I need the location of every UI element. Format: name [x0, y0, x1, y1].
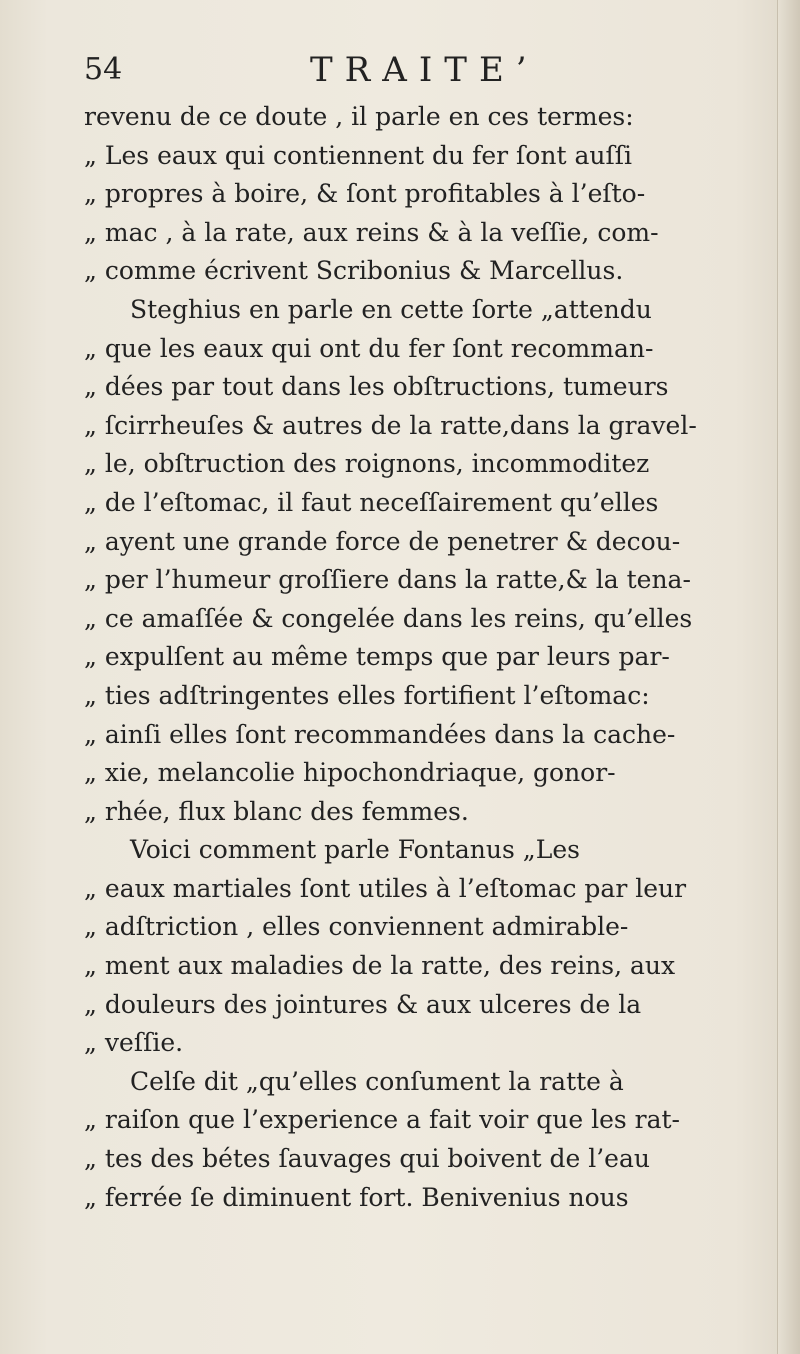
- text-line: „ adſtriction , elles conviennent admirable-: [84, 912, 629, 942]
- text-line: revenu de ce doute , il parle en ces termes:: [84, 102, 634, 131]
- body-text: [84, 98, 774, 1217]
- text-line: „ veſſie.: [84, 1028, 184, 1058]
- text-line: „ ment aux maladies de la ratte, des reins, aux: [84, 951, 676, 981]
- running-title: TRAITE’: [310, 50, 539, 90]
- text-line: „ tes des bétes ſauvages qui boivent de l’eau: [84, 1144, 650, 1174]
- text-line: „ ainſi elles ſont recommandées dans la cache-: [84, 719, 676, 749]
- text-line: „ comme écrivent Scribonius & Marcellus.: [84, 256, 624, 286]
- text-line: „ ties adſtringentes elles fortifient l’eſtomac:: [84, 680, 650, 710]
- page-header: [84, 42, 774, 98]
- text-line: „ per l’humeur groſſiere dans la ratte,& la tena-: [84, 565, 691, 595]
- page-number: 54: [84, 52, 123, 87]
- text-line: „ mac , à la rate, aux reins & à la veſſie, com-: [84, 217, 659, 247]
- text-line: „ douleurs des jointures & aux ulceres de la: [84, 989, 642, 1019]
- text-line: „ de l’eſtomac, il faut neceſſairement qu’elles: [84, 487, 659, 517]
- text-line: „ xie, melancolie hipochondriaque, gonor-: [84, 758, 616, 788]
- text-line: „ expulſent au même temps que par leurs par-: [84, 642, 670, 672]
- text-line: „ propres à boire, & ſont profitables à l’eſto-: [84, 179, 646, 209]
- text-line: „ dées par tout dans les obſtructions, tumeurs: [84, 372, 669, 402]
- text-line: Celſe dit „qu’elles conſument la ratte à: [130, 1066, 624, 1096]
- text-block: [84, 42, 774, 1217]
- text-line: „ ce amaſſée & congelée dans les reins, qu’elles: [84, 603, 693, 633]
- text-line: „ que les eaux qui ont du fer ſont recomman-: [84, 333, 654, 363]
- text-line: Voici comment parle Fontanus „Les: [130, 835, 580, 865]
- text-line: „ ferrée ſe diminuent fort. Benivenius nous: [84, 1182, 629, 1212]
- text-line: „ raiſon que l’experience a fait voir que les rat-: [84, 1105, 680, 1135]
- text-line: „ rhée, flux blanc des femmes.: [84, 796, 469, 826]
- text-line: „ Les eaux qui contiennent du fer ſont auſſi: [84, 140, 632, 170]
- text-line: „ ſcirrheuſes & autres de la ratte,dans la gravel-: [84, 410, 697, 440]
- page-edge: [777, 0, 800, 1354]
- text-line: Steghius en parle en cette ſorte „attendu: [130, 294, 652, 324]
- text-line: „ le, obſtruction des roignons, incommoditez: [84, 449, 650, 479]
- text-line: „ ayent une grande force de penetrer & decou-: [84, 526, 681, 556]
- text-line: „ eaux martiales ſont utiles à l’eſtomac par leur: [84, 873, 687, 903]
